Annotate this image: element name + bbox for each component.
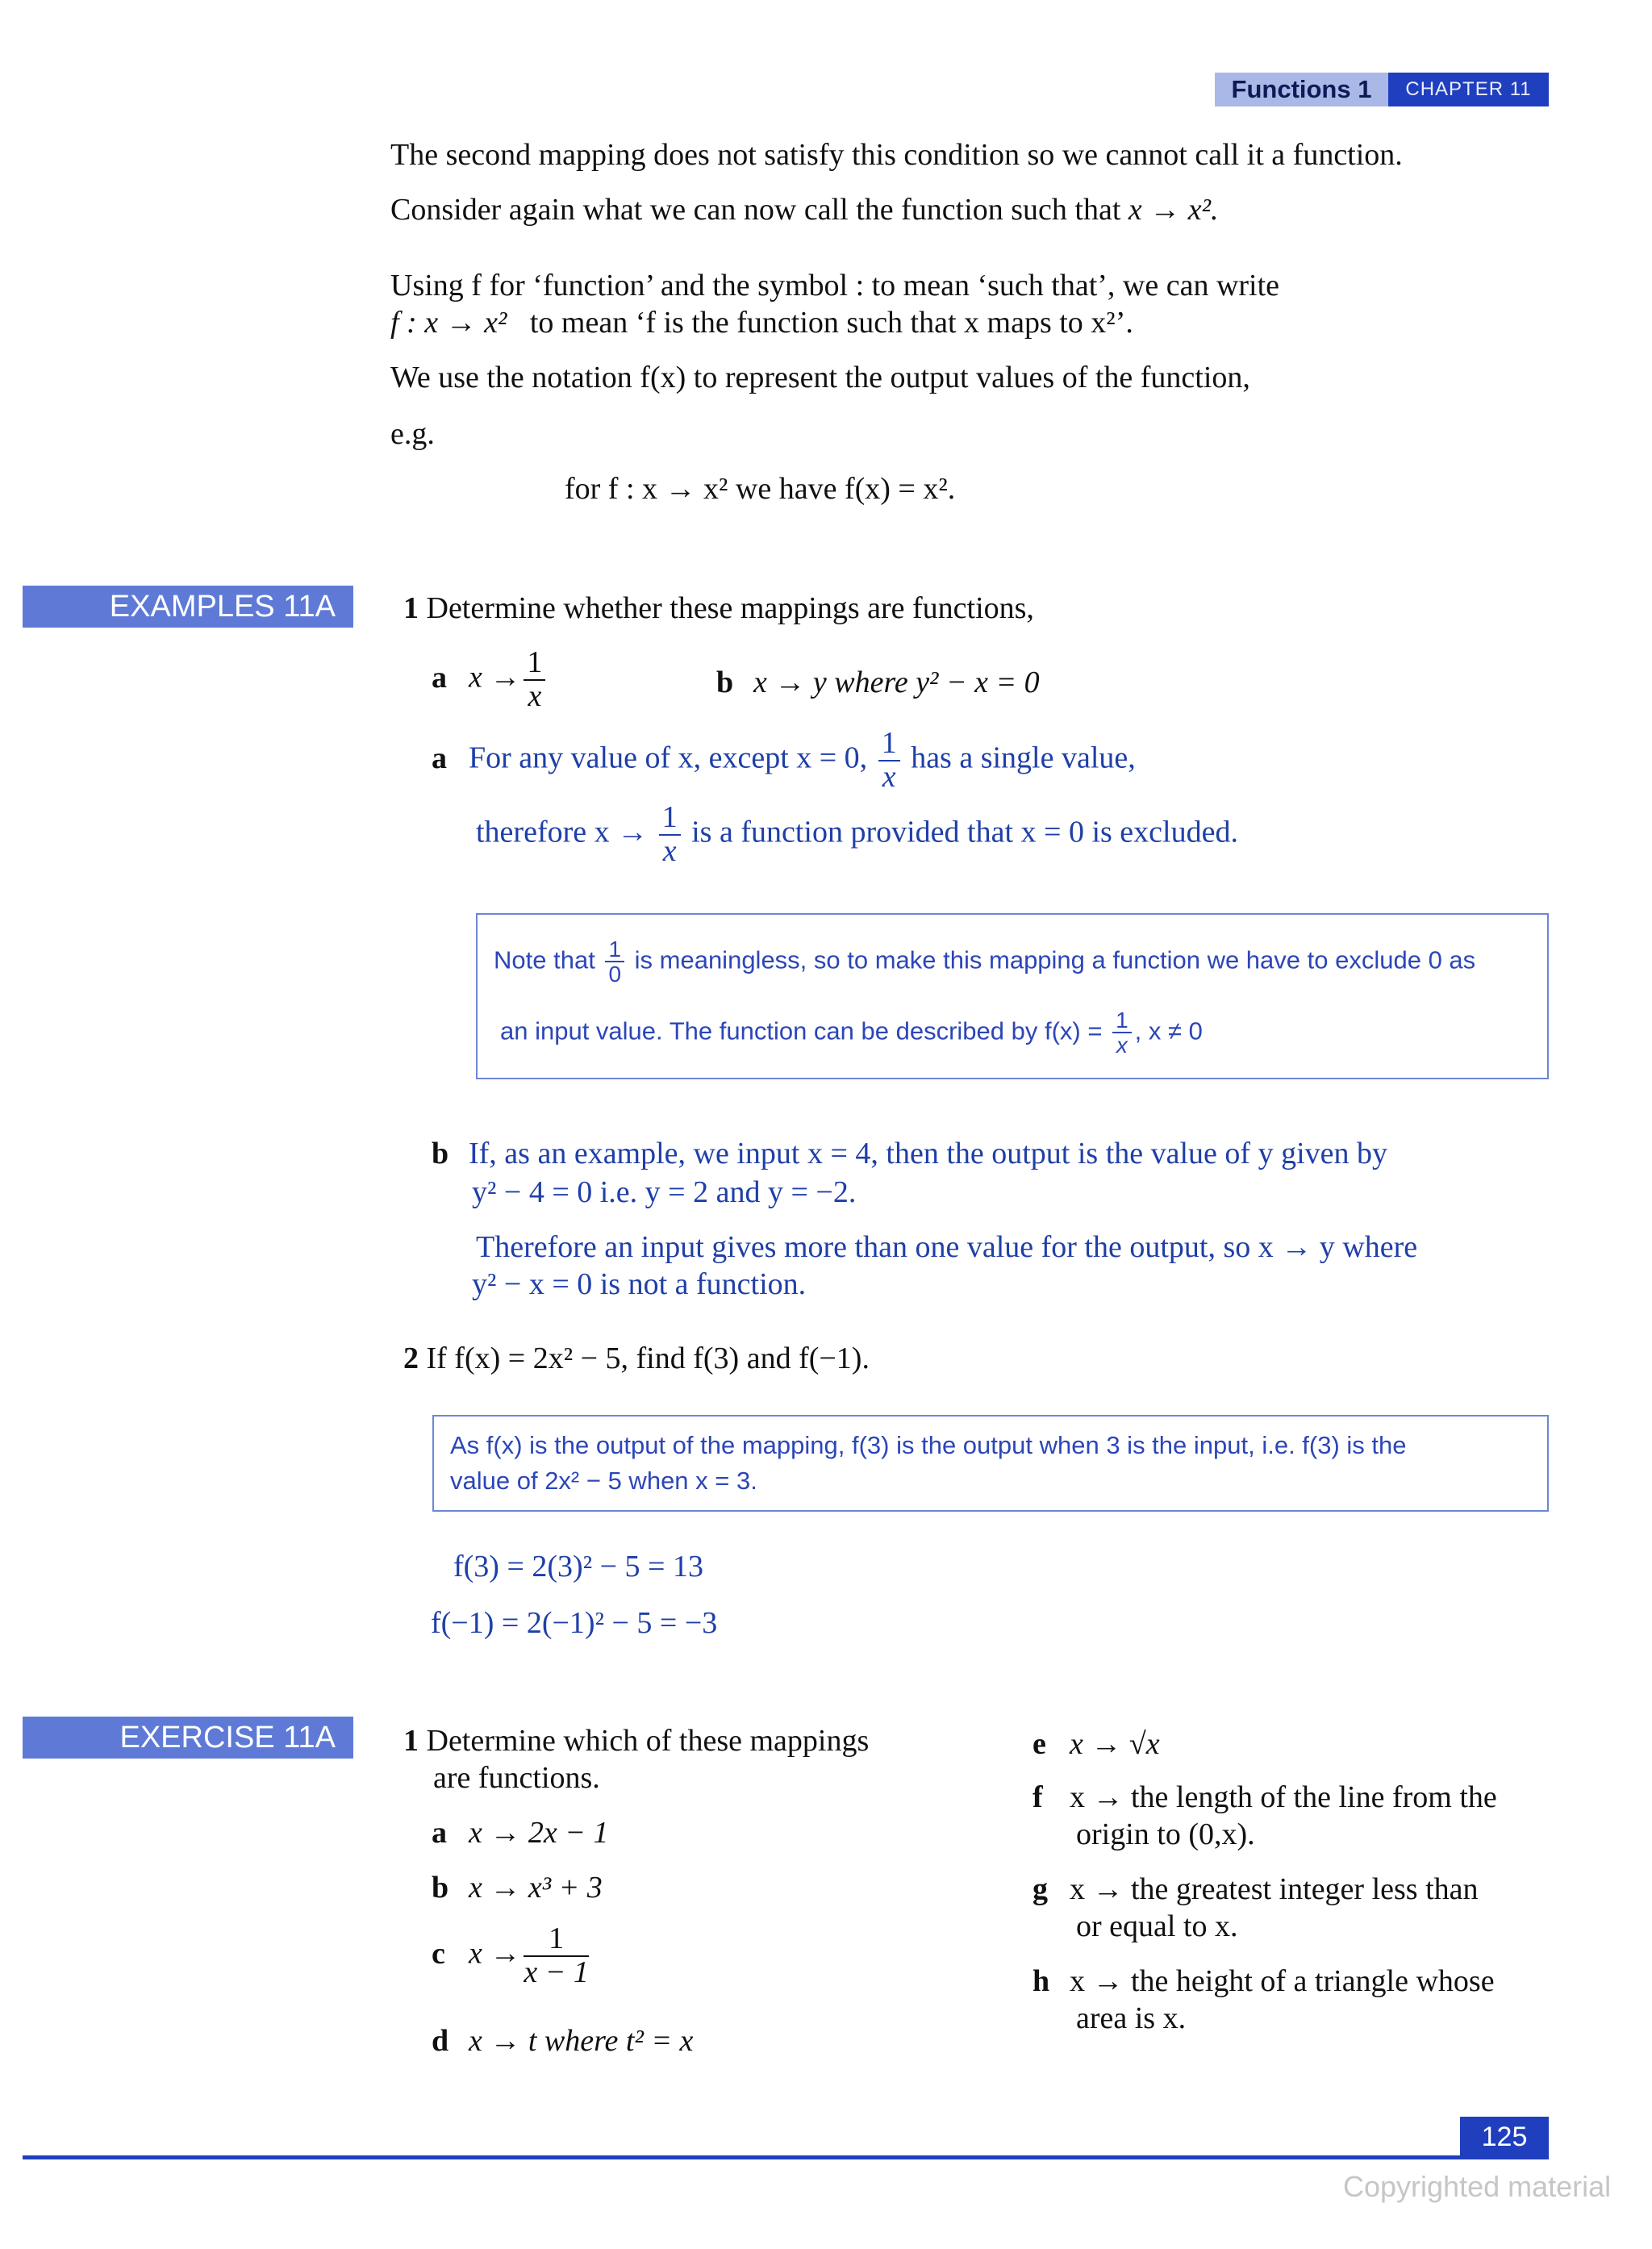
intro-line-3: Using f for ‘function’ and the symbol : to mean ‘such that’, we can write: [390, 269, 1280, 303]
exercise-item-d-text: x → t where t² = x: [469, 2024, 694, 2058]
solution-a-line-2-post: is a function provided that x = 0 is excluded.: [691, 815, 1238, 849]
solution-b-line-4: y² − x = 0 is not a function.: [472, 1267, 807, 1301]
example-q1-a-label: a: [432, 660, 447, 695]
exercise-q1-line-1: [403, 1721, 869, 1760]
frac-denominator: x: [1116, 1033, 1128, 1058]
answer-line-1: f(3) = 2(3)² − 5 = 13: [453, 1550, 703, 1583]
frac-numerator: 1: [605, 937, 624, 962]
exercise-item-f-line-1: x → the length of the line from the: [1070, 1780, 1497, 1814]
exercise-item-g: [1032, 1870, 1479, 1909]
example-q1-part-b: [716, 663, 1040, 702]
note-1-line-2: [500, 1008, 1203, 1058]
exercise-item-g-label: g: [1032, 1872, 1048, 1906]
exercise-q1-number: 1: [403, 1724, 419, 1758]
solution-b-line-3: Therefore an input gives more than one value for the output, so x → y where: [476, 1230, 1418, 1264]
solution-a-line-1: [432, 728, 1136, 794]
note-1-line-2-post: , x ≠ 0: [1134, 1016, 1203, 1045]
exercise-item-h: [1032, 1962, 1495, 2001]
exercise-item-c-label: c: [432, 1936, 445, 1971]
note-1-line-1-post: is meaningless, so to make this mapping a function we have to exclude 0 as: [634, 945, 1476, 974]
exercise-item-h-line-1: x → the height of a triangle whose: [1070, 1964, 1495, 1998]
exercise-item-d-label: d: [432, 2024, 449, 2058]
answer-line-2: f(−1) = 2(−1)² − 5 = −3: [431, 1606, 718, 1640]
intro-line-5: We use the notation f(x) to represent the output values of the function,: [390, 361, 1250, 394]
solution-a-line-2: [476, 802, 1238, 868]
example-q1-part-a: a x → $\frac{1}{x}$: [432, 647, 549, 713]
note-box-1: [476, 913, 1549, 1079]
intro-line-1: The second mapping does not satisfy this condition so we cannot call it a function.: [390, 138, 1403, 172]
solution-a-line-1-pre: For any value of x, except x = 0,: [469, 741, 868, 775]
exercise-item-b-text: x → x³ + 3: [469, 1871, 603, 1905]
frac-denominator: x: [882, 759, 896, 794]
exercise-item-f: [1032, 1778, 1497, 1817]
copyright-watermark: Copyrighted material: [1343, 2170, 1612, 2203]
example-q1-number: 1: [403, 591, 419, 625]
solution-b-line-1: [432, 1134, 1387, 1173]
intro-line-2-math: x → x².: [1128, 193, 1219, 227]
example-q2: [403, 1339, 870, 1378]
intro-line-4: [390, 303, 1133, 342]
exercise-item-a-text: x → 2x − 1: [469, 1816, 609, 1850]
example-q1-b-text: x → y where y² − x = 0: [753, 666, 1040, 699]
example-q2-number: 2: [403, 1341, 419, 1375]
intro-line-4-math: f : x → x²: [390, 306, 507, 340]
exercise-item-f-label: f: [1032, 1780, 1043, 1814]
note-1-line-1: [494, 937, 1475, 987]
solution-b-line-1-text: If, as an example, we input x = 4, then the output is the value of y given by: [469, 1137, 1387, 1170]
solution-b-line-2: y² − 4 = 0 i.e. y = 2 and y = −2.: [472, 1175, 857, 1209]
frac-numerator: 1: [524, 1923, 589, 1957]
exercise-item-e-label: e: [1032, 1727, 1046, 1761]
exercise-item-b: [432, 1868, 603, 1907]
header-chapter: CHAPTER 11: [1388, 73, 1549, 106]
solution-b-label: b: [432, 1137, 449, 1170]
exercise-q1-line-2: are functions.: [433, 1761, 600, 1795]
intro-line-4-text: to mean ‘f is the function such that x maps to x²’.: [529, 306, 1133, 340]
frac-denominator: x: [528, 678, 542, 713]
note-1-line-1-pre: Note that: [494, 945, 595, 974]
intro-line-2: [390, 190, 1219, 229]
note-2-line-1: As f(x) is the output of the mapping, f(3) is the output when 3 is the input, i.e. f(3) is the: [450, 1431, 1407, 1459]
frac-denominator: 0: [608, 962, 622, 987]
footer-rule: [23, 2155, 1549, 2159]
note-box-2: [432, 1415, 1549, 1512]
exercise-item-g-line-1: x → the greatest integer less than: [1070, 1872, 1479, 1906]
frac-numerator: 1: [659, 802, 681, 836]
exercise-item-e-text: x → √x: [1070, 1727, 1160, 1761]
frac-denominator: x − 1: [524, 1955, 589, 1989]
exercise-item-a: [432, 1813, 608, 1852]
exercise-item-e: [1032, 1725, 1160, 1763]
frac-numerator: 1: [1112, 1008, 1132, 1033]
example-q2-text: If f(x) = 2x² − 5, find f(3) and f(−1).: [426, 1341, 870, 1375]
example-q1-b-label: b: [716, 666, 734, 699]
exercise-item-g-line-2: or equal to x.: [1076, 1909, 1238, 1943]
exercise-item-b-label: b: [432, 1871, 449, 1905]
solution-a-label: a: [432, 741, 447, 775]
exercise-item-c: [432, 1923, 592, 1989]
note-2-line-2: value of 2x² − 5 when x = 3.: [450, 1467, 757, 1495]
exercise-item-h-line-2: area is x.: [1076, 2001, 1187, 2035]
note-1-line-2-pre: an input value. The function can be described by f(x) =: [500, 1016, 1103, 1045]
exercise-item-h-label: h: [1032, 1964, 1050, 1998]
frac-numerator: 1: [878, 728, 900, 761]
frac-numerator: 1: [524, 647, 545, 681]
header-title: Functions 1: [1215, 73, 1388, 106]
page-number: 125: [1460, 2117, 1549, 2157]
intro-line-6: e.g.: [390, 417, 435, 451]
solution-a-line-2-pre: therefore x →: [476, 815, 649, 849]
intro-line-2-text: Consider again what we can now call the function such that: [390, 193, 1121, 227]
exercise-label: EXERCISE 11A: [23, 1717, 353, 1759]
frac-denominator: x: [662, 833, 677, 868]
exercise-q1-text: Determine which of these mappings: [426, 1724, 870, 1758]
intro-line-7: for f : x → x² we have f(x) = x².: [565, 472, 956, 506]
solution-a-line-1-post: has a single value,: [911, 741, 1136, 775]
exercise-item-d: [432, 2022, 693, 2060]
example-q1: [403, 589, 1034, 628]
exercise-item-a-label: a: [432, 1816, 447, 1850]
example-q1-text: Determine whether these mappings are functions,: [426, 591, 1034, 625]
exercise-item-f-line-2: origin to (0,x).: [1076, 1817, 1255, 1851]
examples-label: EXAMPLES 11A: [23, 586, 353, 628]
exercise-item-c-pre: x →: [469, 1936, 521, 1971]
